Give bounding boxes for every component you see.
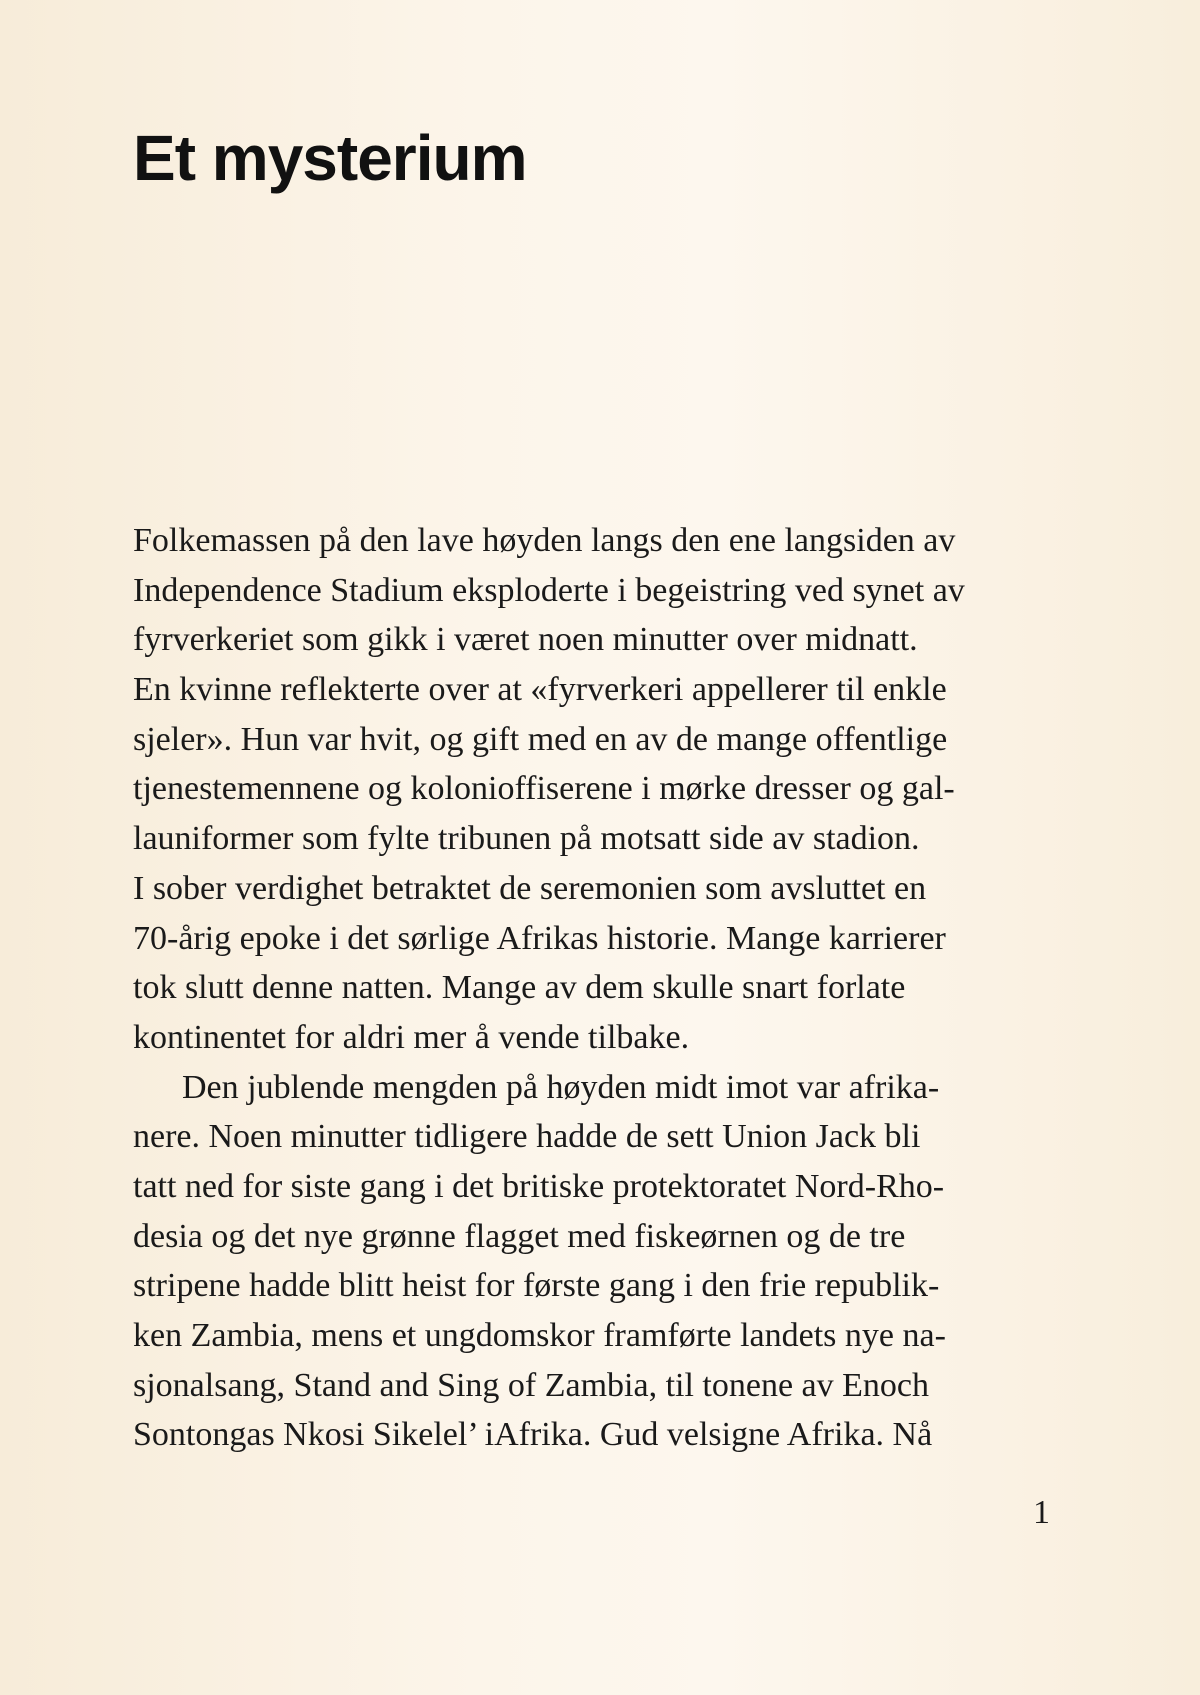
page-number: 1 — [1033, 1494, 1050, 1531]
text-line: tok slutt denne natten. Mange av dem skulle snart forlate — [133, 969, 906, 1007]
text-line: sjonalsang, Stand and Sing of Zambia, til tonene av Enoch — [133, 1366, 930, 1404]
text-line: stripene hadde blitt heist for første gang i den frie republik- — [133, 1267, 940, 1305]
chapter-title: Et mysterium — [133, 122, 527, 194]
text-line: Independence Stadium eksploderte i begeistring ved synet av — [133, 571, 965, 609]
text-line: desia og det nye grønne flagget med fiskeørnen og de tre — [133, 1217, 906, 1255]
text-line: Sontongas Nkosi Sikelel’ iAfrika. Gud velsigne Afrika. Nå — [133, 1416, 933, 1454]
text-line: kontinentet for aldri mer å vende tilbake. — [133, 1018, 690, 1056]
text-line: sjeler». Hun var hvit, og gift med en av de mange offentlige — [133, 720, 948, 758]
text-line: fyrverkeriet som gikk i været noen minutter over midnatt. — [133, 621, 918, 659]
text-line: I sober verdighet betraktet de seremonien som avsluttet en — [133, 869, 927, 907]
text-line: nere. Noen minutter tidligere hadde de sett Union Jack bli — [133, 1118, 921, 1156]
text-line: ken Zambia, mens et ungdomskor framførte landets nye na- — [133, 1317, 946, 1354]
text-line: launiformer som fylte tribunen på motsatt side av stadion. — [133, 820, 920, 858]
paragraph-first-line: Den jublende mengden på høyden midt imot var afrika- — [182, 1068, 940, 1106]
text-line: tatt ned for siste gang i det britiske protektoratet Nord-Rho- — [133, 1167, 945, 1205]
text-line: Folkemassen på den lave høyden langs den ene langsiden av — [133, 522, 956, 559]
text-line: En kvinne reflekterte over at «fyrverkeri appellerer til enkle — [133, 671, 947, 709]
body-text — [133, 516, 1063, 1460]
text-line: 70-årig epoke i det sørlige Afrikas historie. Mange karrierer — [133, 919, 946, 957]
text-line: tjenestemennene og kolonioffiserene i mørke dresser og gal- — [133, 770, 955, 808]
